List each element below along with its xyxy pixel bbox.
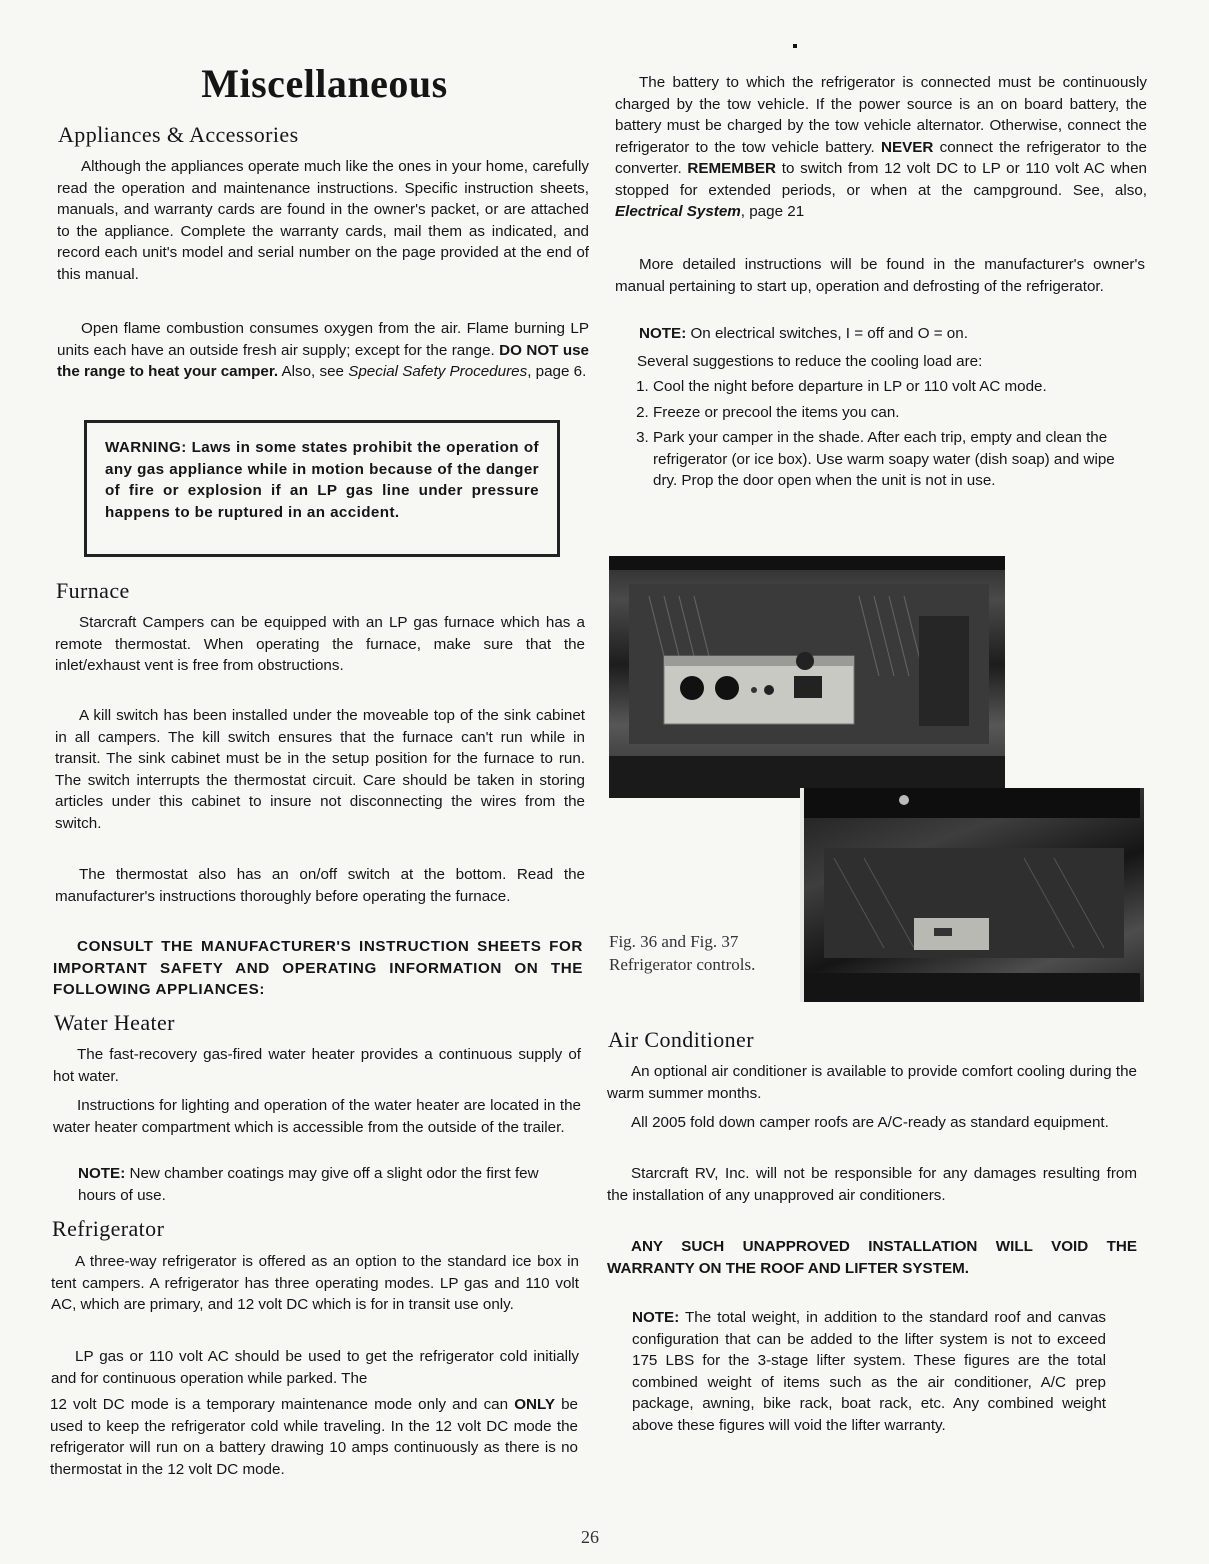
battery-text-c: to switch from 12 volt DC to LP or 110 volt AC when stopped for extended periods, or when at the campground. See, also, [615,160,1147,199]
heading-furnace: Furnace [56,578,130,603]
appliances-p2-text-d: , page 6. [527,363,587,380]
detailed-text: More detailed instructions will be found in the manufacturer's owner's manual pertaining to start up, operation and defrosting of the refrigerator. [615,256,1145,295]
furnace-paragraph-1 [55,612,585,677]
water-p1-text: The fast-recovery gas-fired water heater provides a continuous supply of hot water. [53,1046,581,1085]
lifter-note [632,1307,1106,1436]
heading-air-conditioner: Air Conditioner [608,1027,754,1052]
ac-p1-text: An optional air conditioner is available to provide comfort cooling during the warm summer months. [607,1063,1137,1102]
lifter-note-label: NOTE: [632,1309,680,1326]
battery-italic: Electrical System [615,203,741,220]
ac-p2-text: All 2005 fold down camper roofs are A/C-ready as standard equipment. [631,1114,1109,1131]
battery-never: NEVER [881,138,934,156]
appliances-p2-text-c: Also, see [278,363,349,380]
refrigerator-controls-photo-fig37 [800,788,1144,1002]
ac-warning [607,1236,1137,1279]
ac-paragraph-1 [607,1061,1137,1104]
ac-warning-text: ANY SUCH UNAPPROVED INSTALLATION WILL VOID THE WARRANTY ON THE ROOF AND LIFTER SYSTEM. [607,1238,1137,1277]
page-number: 26 [581,1527,599,1547]
fridge-p2-text: LP gas or 110 volt AC should be used to get the refrigerator cold initially and for continuous operation while parked. The [51,1348,579,1387]
fridge-p3-text-b: be used to keep the refrigerator cold while traveling. In the 12 volt DC mode the refrigerator will run on a battery drawing 10 amps continuously as there is no thermostat in the 12 volt DC mode. [50,1396,578,1478]
switch-note-label: NOTE: [639,325,687,342]
speck [793,44,797,48]
photo-fig37-drawing [804,788,1140,1002]
list-item: 3. Park your camper in the shade. After each trip, empty and clean the refrigerator (or ice box). Use warm soapy water (dish soap) and wipe dry. Prop the door open when the unit is not in use. [653,427,1143,492]
ac-paragraph-2 [607,1112,1137,1134]
ac-paragraph-3 [607,1163,1137,1206]
fridge-paragraph-1 [51,1251,579,1316]
fridge-paragraph-2 [51,1346,579,1389]
consult-notice [53,936,583,1001]
water-paragraph-2 [53,1095,581,1138]
lifter-note-text: The total weight, in addition to the standard roof and canvas configuration that can be added to the lifter system is not to exceed 175 LBS for the 3-stage lifter system. These figures are the total combined weight of items such as the air conditioner, A/C prep package, awning, bike rack, boat rack, etc. Any combined weight above these figures will void the lifter warranty. [632,1309,1106,1434]
suggestions-intro: Several suggestions to reduce the cooling load are: [637,353,983,370]
list-item: 2. Freeze or precool the items you can. [653,402,1143,424]
furnace-p1-text: Starcraft Campers can be equipped with an LP gas furnace which has a remote thermostat. When operating the furnace, make sure that the inlet/exhaust vent is free from obstructions. [55,614,585,674]
fridge-p3-text: 12 volt DC mode is a temporary maintenance mode only and can [50,1396,515,1413]
water-p2-text: Instructions for lighting and operation of the water heater are located in the water heater compartment which is accessible from the outside of the trailer. [53,1097,581,1136]
page-title: Miscellaneous [201,61,448,106]
heading-appliances: Appliances & Accessories [58,122,299,147]
fridge-p3-bold: ONLY [514,1396,555,1413]
list-item: 1. Cool the night before departure in LP or 110 volt AC mode. [653,376,1143,398]
appliances-p2-text: Open flame combustion consumes oxygen from the air. Flame burning LP units each have an outside fresh air supply; except for the range. [57,320,589,359]
water-note [78,1163,556,1206]
water-note-label: NOTE: [78,1165,126,1182]
consult-text: CONSULT THE MANUFACTURER'S INSTRUCTION SHEETS FOR IMPORTANT SAFETY AND OPERATING INFORMATION ON THE FOLLOWING APPLIANCES: [53,938,583,998]
appliances-paragraph-1 [57,156,589,285]
figure-caption: Fig. 36 and Fig. 37 Refrigerator controls. [609,932,756,974]
battery-text-a: The battery to which the refrigerator is connected must be continuously charged by the tow vehicle. If the power source is an on board battery, the battery must be charged by the tow vehicle alternator. Otherwise, connect the refrigerator to the tow vehicle battery. [615,74,1147,156]
appliances-p2-bold: DO NOT use the range to heat your camper. [57,341,590,380]
suggestions-list [635,376,1143,496]
photo-fig36-drawing [609,556,1005,798]
furnace-paragraph-3 [55,864,585,907]
detailed-paragraph [615,254,1145,297]
appliances-p2-italic: Special Safety Procedures [348,363,528,380]
battery-text-b: connect the refrigerator to the converter. [615,138,1147,177]
water-note-text: New chamber coatings may give off a slight odor the first few hours of use. [78,1165,539,1204]
appliances-paragraph-2 [57,318,589,383]
furnace-p3-text: The thermostat also has an on/off switch at the bottom. Read the manufacturer's instructions thoroughly before operating the furnace. [55,866,585,905]
heading-refrigerator: Refrigerator [52,1216,165,1241]
ac-p3-text: Starcraft RV, Inc. will not be responsible for any damages resulting from the installation of any unapproved air conditioners. [607,1165,1137,1204]
water-paragraph-1 [53,1044,581,1087]
furnace-p2-text: A kill switch has been installed under the moveable top of the sink cabinet in all campers. The kill switch ensures that the furnace can't run while in transit. The sink cabinet must be in the setup position for the furnace to run. The switch interrupts the thermostat circuit. Care should be taken in storing articles under this cabinet to insure not disconnecting the wires from the switch. [55,707,585,832]
battery-remember: REMEMBER [687,160,777,177]
fridge-p1-text: A three-way refrigerator is offered as an option to the standard ice box in tent campers. A refrigerator has three operating modes. LP gas and 110 volt AC, which are primary, and 12 volt DC which is for in transit use only. [51,1253,579,1313]
refrigerator-controls-photo-fig36 [609,556,1005,798]
fridge-paragraph-3 [50,1394,578,1480]
heading-water-heater: Water Heater [54,1010,175,1035]
battery-text-d: , page 21 [740,203,805,220]
furnace-paragraph-2 [55,705,585,834]
appliances-p1-text: Although the appliances operate much like the ones in your home, carefully read the operation and maintenance instructions. Specific instruction sheets, manuals, and warranty cards are found in the owner's packet, or are attached to the appliance. Complete the warranty cards, mail them as indicated, and record each unit's model and serial number on the page provided at the end of this manual. [57,158,589,283]
switch-note-text: On electrical switches, I = off and O = on. [686,325,968,342]
switch-note [639,323,1139,345]
battery-paragraph [615,72,1147,223]
warning-box: WARNING: Laws in some states prohibit the operation of any gas appliance while in motion because of the danger of fire or explosion if an LP gas line under pressure happens to be ruptured in an accident. [84,420,560,557]
